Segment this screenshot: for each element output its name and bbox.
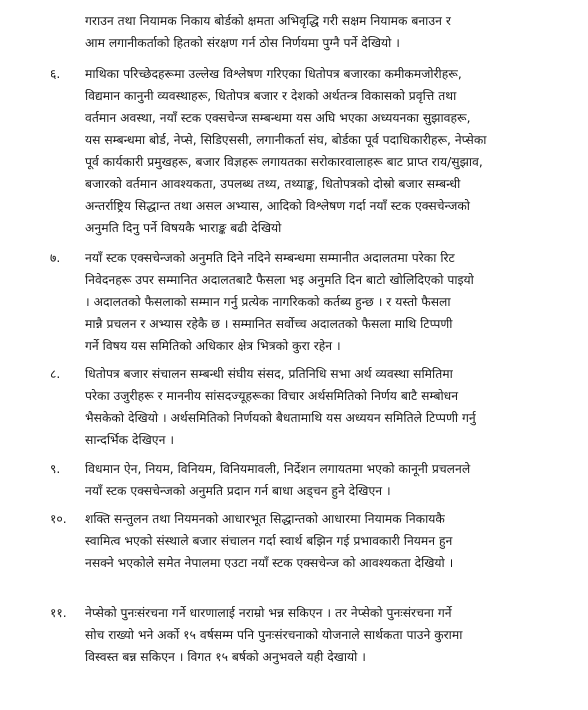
text-line: विधमान ऐन, नियम, विनियम, विनियमावली, निर्देशन लगायतमा भएको कानूनी प्रचलनले (85, 462, 471, 476)
text-line: स्वामित्व भएको संस्थाले बजार संचालन गर्दा स्वार्थ बझिन गई प्रभावकारी नियमन हुन (85, 534, 453, 548)
text-line: नसक्ने भएकोले समेत नेपालमा एउटा नयाँ स्टक एक्सचेन्ज को आवश्यकता देखियो । (85, 556, 454, 570)
text-line: । अदालतको फैसलाको सम्मान गर्नु प्रत्येक नागरिकको कर्तब्य हुन्छ । र यस्तो फैसला (85, 295, 451, 309)
item-number: ११. (50, 606, 67, 620)
list-item-8 (50, 363, 573, 451)
text-line: भैसकेको देखियो । अर्थसमितिको निर्णयको बैधतामाथि यस अध्ययन समितिले टिप्पणी गर्नु (85, 411, 476, 425)
item-number: १०. (50, 512, 67, 526)
item-number: ९. (50, 462, 61, 476)
text-line: सोच राख्यो भने अर्को १५ वर्षसम्म पनि पुनःसंरचनाको योजनाले सार्थकता पाउने कुरामा (85, 628, 463, 642)
text-line: गर्ने विषय यस समितिको अधिकार क्षेत्र भित्रको कुरा रहेन । (85, 339, 341, 353)
text-line: निवेदनहरू उपर सम्मानित अदालतबाटै फैसला भइ अनुमति दिन बाटो खोलिदिएको पाइयो (85, 273, 474, 287)
intro-paragraph (85, 10, 573, 54)
text-line: गराउन तथा नियामक निकाय बोर्डको क्षमता अभिवृद्धि गरी सक्षम नियामक बनाउन र (85, 14, 451, 28)
text-line: पूर्व कार्यकारी प्रमुखहरू, बजार विज्ञहरू लगायतका सरोकारवालाहरू बाट प्राप्त राय/सुझाव, (85, 155, 483, 169)
text-line: परेका उजुरीहरू र माननीय सांसदज्यूहरूका विचार अर्थसमितिको निर्णय बाटै सम्बोधन (85, 389, 459, 403)
text-line: नेप्सेको पुनःसंरचना गर्ने धारणालाई नराम्रो भन्न सकिएन । तर नेप्सेको पुनःसंरचना गर्ने (85, 606, 452, 620)
text-line: अन्तर्राष्ट्रिय सिद्धान्त तथा असल अभ्यास, आदिको विश्लेषण गर्दा नयाँ स्टक एक्सचेन्जको (85, 199, 470, 213)
text-line: धितोपत्र बजार संचालन सम्बन्धी संघीय संसद, प्रतिनिधि सभा अर्थ व्यवस्था समितिमा (85, 367, 453, 381)
item-body (85, 247, 573, 357)
item-number: ६. (50, 67, 61, 81)
item-number: ८. (50, 367, 61, 381)
text-line: मान्नै प्रचलन र अभ्यास रहेकै छ । सम्मानित सर्वोच्च अदालतको फैसला माथि टिप्पणी (85, 317, 453, 331)
item-body (85, 63, 573, 239)
item-body (85, 458, 573, 502)
text-line: आम लगानीकर्ताको हितको संरक्षण गर्न ठोस निर्णयमा पुग्नै पर्ने देखियो । (85, 36, 400, 50)
item-body (85, 602, 573, 668)
list-item-7 (50, 247, 573, 357)
text-line: वर्तमान अवस्था, नयाँ स्टक एक्सचेन्ज सम्बन्धमा यस अघि भएका अध्ययनका सुझावहरू, (85, 111, 471, 125)
text-line: शक्ति सन्तुलन तथा नियमनको आधारभूत सिद्धान्तको आधारमा नियामक निकायकै (85, 512, 445, 526)
text-line: यस सम्बन्धमा बोर्ड, नेप्से, सिडिएससी, लगानीकर्ता संघ, बोर्डका पूर्व पदाधिकारीहरू, नेप्सेका (85, 133, 487, 147)
text-line: माथिका परिच्छेदहरूमा उल्लेख विश्लेषण गरिएका धितोपत्र बजारका कमीकमजोरीहरू, (85, 67, 462, 81)
text-line: नयाँ स्टक एक्सचेन्जको अनुमति प्रदान गर्न बाधा अड्चन हुने देखिएन । (85, 484, 391, 498)
list-item-11 (50, 602, 573, 668)
text-line: बजारको वर्तमान आवश्यकता, उपलब्ध तथ्य, तथ्याङ्क, धितोपत्रको दोस्रो बजार सम्बन्धी (85, 177, 461, 191)
text-line: सान्दर्भिक देखिएन । (85, 433, 174, 447)
text-line: विस्वस्त बन्न सकिएन । विगत १५ बर्षको अनुभवले यही देखायो । (85, 650, 366, 664)
text-line: अनुमति दिनु पर्ने विषयकै भाराङ्क बढी देखियो (85, 221, 282, 235)
list-item-10 (50, 508, 573, 574)
list-item-6 (50, 63, 573, 239)
item-body (85, 363, 573, 451)
text-line: विद्यमान कानुनी व्यवस्थाहरू, धितोपत्र बजार र देशको अर्थतन्त्र विकासको प्रवृत्ति तथा (85, 89, 457, 103)
text-line: नयाँ स्टक एक्सचेन्जको अनुमति दिने नदिने सम्बन्धमा सम्मानीत अदालतमा परेका रिट (85, 251, 455, 265)
item-number: ७. (50, 251, 61, 265)
list-item-9 (50, 458, 573, 502)
item-body (85, 508, 573, 574)
